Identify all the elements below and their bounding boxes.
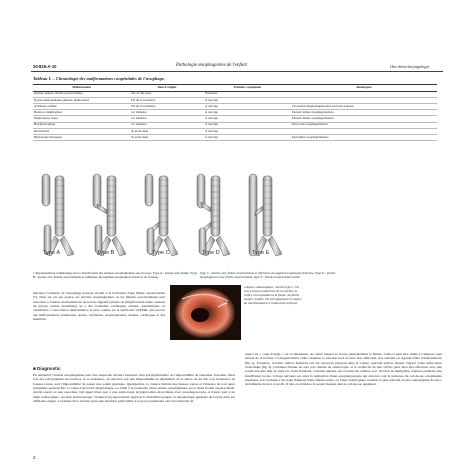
table-cell: Duplications vraies: [33, 116, 130, 122]
type-a-label: Type A: [43, 250, 61, 256]
table-row: [33, 134, 437, 140]
table-cell: À tout âge: [204, 116, 291, 122]
table-cell: Atrésie, sténose, fistule (oesotrachéale): [33, 91, 130, 97]
page-number: 2: [33, 455, 36, 460]
body-text-diagnostic-left: En anténatal, l'atrésie œsophagienne peut être suspectée devant l'existence d'un polyhydramnios ou l'impossibilité de visualiser l'estomac fœtal lors des échographies successives. À la naissance, on retrouve soit une impossibilité de déglutition de la salive ou du lait, soit l'existence de fausses routes, soit l'impossibilité de passer une sonde gastrique. Quelquefois, la carence initiale des fausses routes et l'absence de tout autre symptôme peuvent être la cause d'un retard diagnostique. Le bilan à la recherche d'une atrésie œsophagienne et/ou d'une fistule oesotrachéale, qu'elle soient ou non associées, fait appel d'une part à une endoscopie laryngotrachéo-bronchique avec œsophagoscopie, et d'autre part à un bilan radiologique. Au plan endoscopique, l'examen laryngotrachéal apprécie la mobilité laryngée, la morphologie générale du larynx dans ses différents étages. L'examen de la trachée porte une attention particulière à la paroi postérieure où l'on recherche un: [33, 373, 235, 404]
table-cell: À tout âge: [204, 122, 291, 128]
table-cell: Hétérotopie muqueuse: [33, 134, 130, 140]
table-cell: 1er trimestre: [130, 116, 204, 122]
header-title: Pathologie œsophagienne de l'enfant: [176, 63, 247, 68]
table-cell: Fin du 1er trimestre: [130, 97, 204, 103]
table-cell: Kystes entérogéniques (lésions, duplication): [33, 97, 130, 103]
table-cell: Peuvent mimer œsophagomalacie: [291, 110, 437, 116]
header-ref: 20-826-A-10: [33, 64, 57, 69]
body-text-diagnostic-right: aspect en « coup d'ongle » sur la muqueuse, au centre duquel se trouve généralement la fistule. Celle-ci peut être située à n'importe quel niveau de la trachée. L'enregistrement vidéo visualise la jonction hors recours hors infection, très souvent on regarde d'une trachéomalacie (fig 2). Toutefois, certains orifices fistuleux ont été retrouvés jusqu'au dans la carène, pouvant parfois donner l'aspect d'une trifurcation bronchique (fig 3). Certaines fistules ne sont pas visibles en endoscopie, et la recherche de leur orifice peut alors être effectuée avec une sonde très fine afin de suivre le trajet fistuleux. Certains auteurs ont colorisé les orifices avec du bleu de méthylène, d'autres préfèrent une insufflation locale. L'étape suivante est alors la réalisation d'une œsophagoscopie qui retrouve soit la présence du cul-de-sac œsophagien supérieur, soit l'existence du trajet fistuleux d'une fistule isolée. Le bilan radiologique consiste le plus souvent en une radiographie thoraco-abdominale de face et profil. Il met en évidence la sonde bloquée dans le cul-de-sac supérieur.: [245, 352, 442, 387]
malformation-table: [33, 84, 437, 141]
type-b-label: Type B: [97, 250, 115, 256]
table-caption: Tableau I. – Chronologie des malformations congénitales de l'œsophage.: [33, 76, 165, 81]
table-cell: 3e au 4e mois: [130, 128, 204, 134]
photo-caption: 2 Aspect endoscopique : atrésie type C. On voit à la face postérieure de la trachée un orifice correspondant à la fistule. La flèche montre l'orifice. On voit également un aspect de trachéomalacie à l'endroit de la fistule.: [244, 285, 302, 306]
type-d-label: Type D: [202, 250, 220, 256]
col-header: Malformation: [33, 85, 130, 92]
header-section: Oto-rhino-laryngologie: [390, 64, 430, 69]
type-a-schematic: [42, 174, 74, 256]
type-d-schematic: [197, 174, 230, 256]
table-cell: 1er trimestre: [130, 110, 204, 116]
table-cell: À tout âge: [204, 110, 291, 116]
table-cell: Fin du 1er trimestre: [130, 103, 204, 109]
table-cell: Hernie et diaphragmes: [33, 110, 130, 116]
endoscopic-photo: [170, 285, 241, 340]
table-cell: Peut imiter œsophagomalacie: [291, 134, 437, 140]
table-cell: À tout âge: [204, 134, 291, 140]
table-cell: Pour toute œsophagomalacie: [291, 122, 437, 128]
type-c-schematic: [145, 174, 178, 256]
figure1-caption-left: 1 Représentation schématique de la classification des atrésies œsophagiennes selon Gross. Type A : atrésie sans fistule. Type B : atrésie avec fistule oesotrachéale et inférieure du segment œsophagien d'axial et de l'atrésie.: [33, 271, 197, 280]
figure1-caption-right: Type C : atrésie avec fistule oesotrachéale et inférieure du segment œsophagien d'atrésie. Type D : atrésie œsophagienne avec fistule oesotrachéale. Type E : fistule oesotrachéale isolée.: [200, 271, 336, 279]
header-rule: [31, 71, 443, 72]
body-text-intro: mécanes localisées de l'œsophage peuvent aboutir à la formation d'une fistule oesotrachéale [7]. Dans un cas sur quatre, les atrésies œsophagiennes ou les fistules oesotrachéales sont associées à d'autres malformations du tractus digestif (atrésie ou imperforation anale, sténose du pylore, atrésie duodénale) ou à des anomalies cardiaques, rénales, squelettiques ou vertébrales. L'association malformative la plus connue est le syndrome VATERL qui associe des malformations vertébrales, anales, trachéales, œsophagiennes, rénales, cardiaques et des membres.: [33, 291, 165, 322]
table-cell: Peuvent mimer œsophagomalacie: [291, 116, 437, 122]
table-cell: Naissance: [204, 91, 291, 97]
col-header: Premiers symptômes: [204, 85, 291, 92]
table-cell: 1er trimestre: [130, 122, 204, 128]
table-cell: Les lésions diagnostiquées plus tard sont acquises: [291, 103, 437, 109]
type-e-schematic: [249, 174, 282, 256]
table-cell: Diverticules: [33, 128, 130, 134]
section-title: ■ Diagnostic: [33, 366, 61, 371]
table-cell: Achalasie cardiale: [33, 103, 130, 109]
type-b-schematic: [93, 174, 126, 256]
col-header: Date d'origine: [130, 85, 204, 92]
table-cell: À tout âge: [204, 97, 291, 103]
table-cell: Brachyœsophage: [33, 122, 130, 128]
type-e-label: Type E: [252, 250, 270, 256]
table-header-row: [33, 85, 437, 92]
table-cell: À tout âge: [204, 128, 291, 134]
col-header: Remarques: [291, 85, 437, 92]
table-cell: À tout âge: [204, 103, 291, 109]
table-cell: 22e au 36e jours: [130, 91, 204, 97]
type-c-label: Type C: [152, 250, 170, 256]
table-cell: 5e au 6e mois: [130, 134, 204, 140]
